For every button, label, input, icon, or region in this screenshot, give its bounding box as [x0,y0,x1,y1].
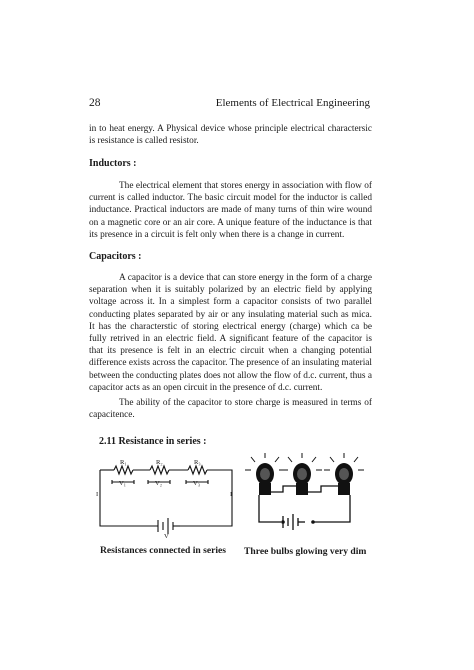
running-title: Elements of Electrical Engineering [215,97,370,109]
label-r1: R₁ [120,459,127,466]
capacitors-paragraph-2: The ability of the capacitor to store charge is measured in terms of capacitence. [89,398,372,421]
three-bulbs-illustration [243,452,373,540]
resistor-r2 [150,466,169,474]
label-v3: V₃ [193,480,200,487]
resistor-r1 [114,466,133,474]
battery-symbol [158,518,173,534]
label-r2: R₂ [156,459,163,466]
label-v1: V₁ [119,480,126,487]
label-r3: R₃ [194,459,201,466]
series-circuit-diagram [96,456,236,538]
caption-three-bulbs: Three bulbs glowing very dim [244,546,367,557]
label-v2: V₂ [155,480,162,487]
battery-symbol-bulbs [283,514,298,530]
series-section-heading: 2.11 Resistance in series : [99,436,207,447]
page-number: 28 [89,97,101,109]
capacitors-heading: Capacitors : [89,251,142,262]
label-current-right: I [230,491,233,498]
label-current-left: I [96,491,99,498]
label-supply-voltage: V [164,533,169,538]
resistor-r3 [188,466,207,474]
inductors-heading: Inductors : [89,158,137,169]
caption-series-resistances: Resistances connected in series [100,545,227,556]
capacitors-paragraph-1: A capacitor is a device that can store energy in the form of a charge separation when it is suitably polarized by an electric field by applying voltage across it. In a simplest form a capacitor consists of two parallel conducting plates separated by air or any insulating material such as mica. It has the characterstic of storing electrical energy (charge) which ca be fully retrived in an electric field. A significant feature of the capacitor is that its presence is felt in an electric circuit when a changing potential difference exists across the capacitor. The presence of an insulating material between the conducting plates does not allow the flow of d.c. current, thus a capacitor acts as an open circuit in the presence of d.c. current. [89,273,372,393]
inductors-paragraph: The electrical element that stores energy in association with flow of current is called inductor. The basic circuit model for the inductor is called inductance. Practical inductors are made of many turns of thin wire wound on a magnetic core or an air core. A unique feature of the inductance is that its presence in a circuit is felt only when there is a change in current. [89,181,372,240]
intro-paragraph: in to heat energy. A Physical device whose principle electrical charactersic is resistance is called resistor. [89,124,372,147]
